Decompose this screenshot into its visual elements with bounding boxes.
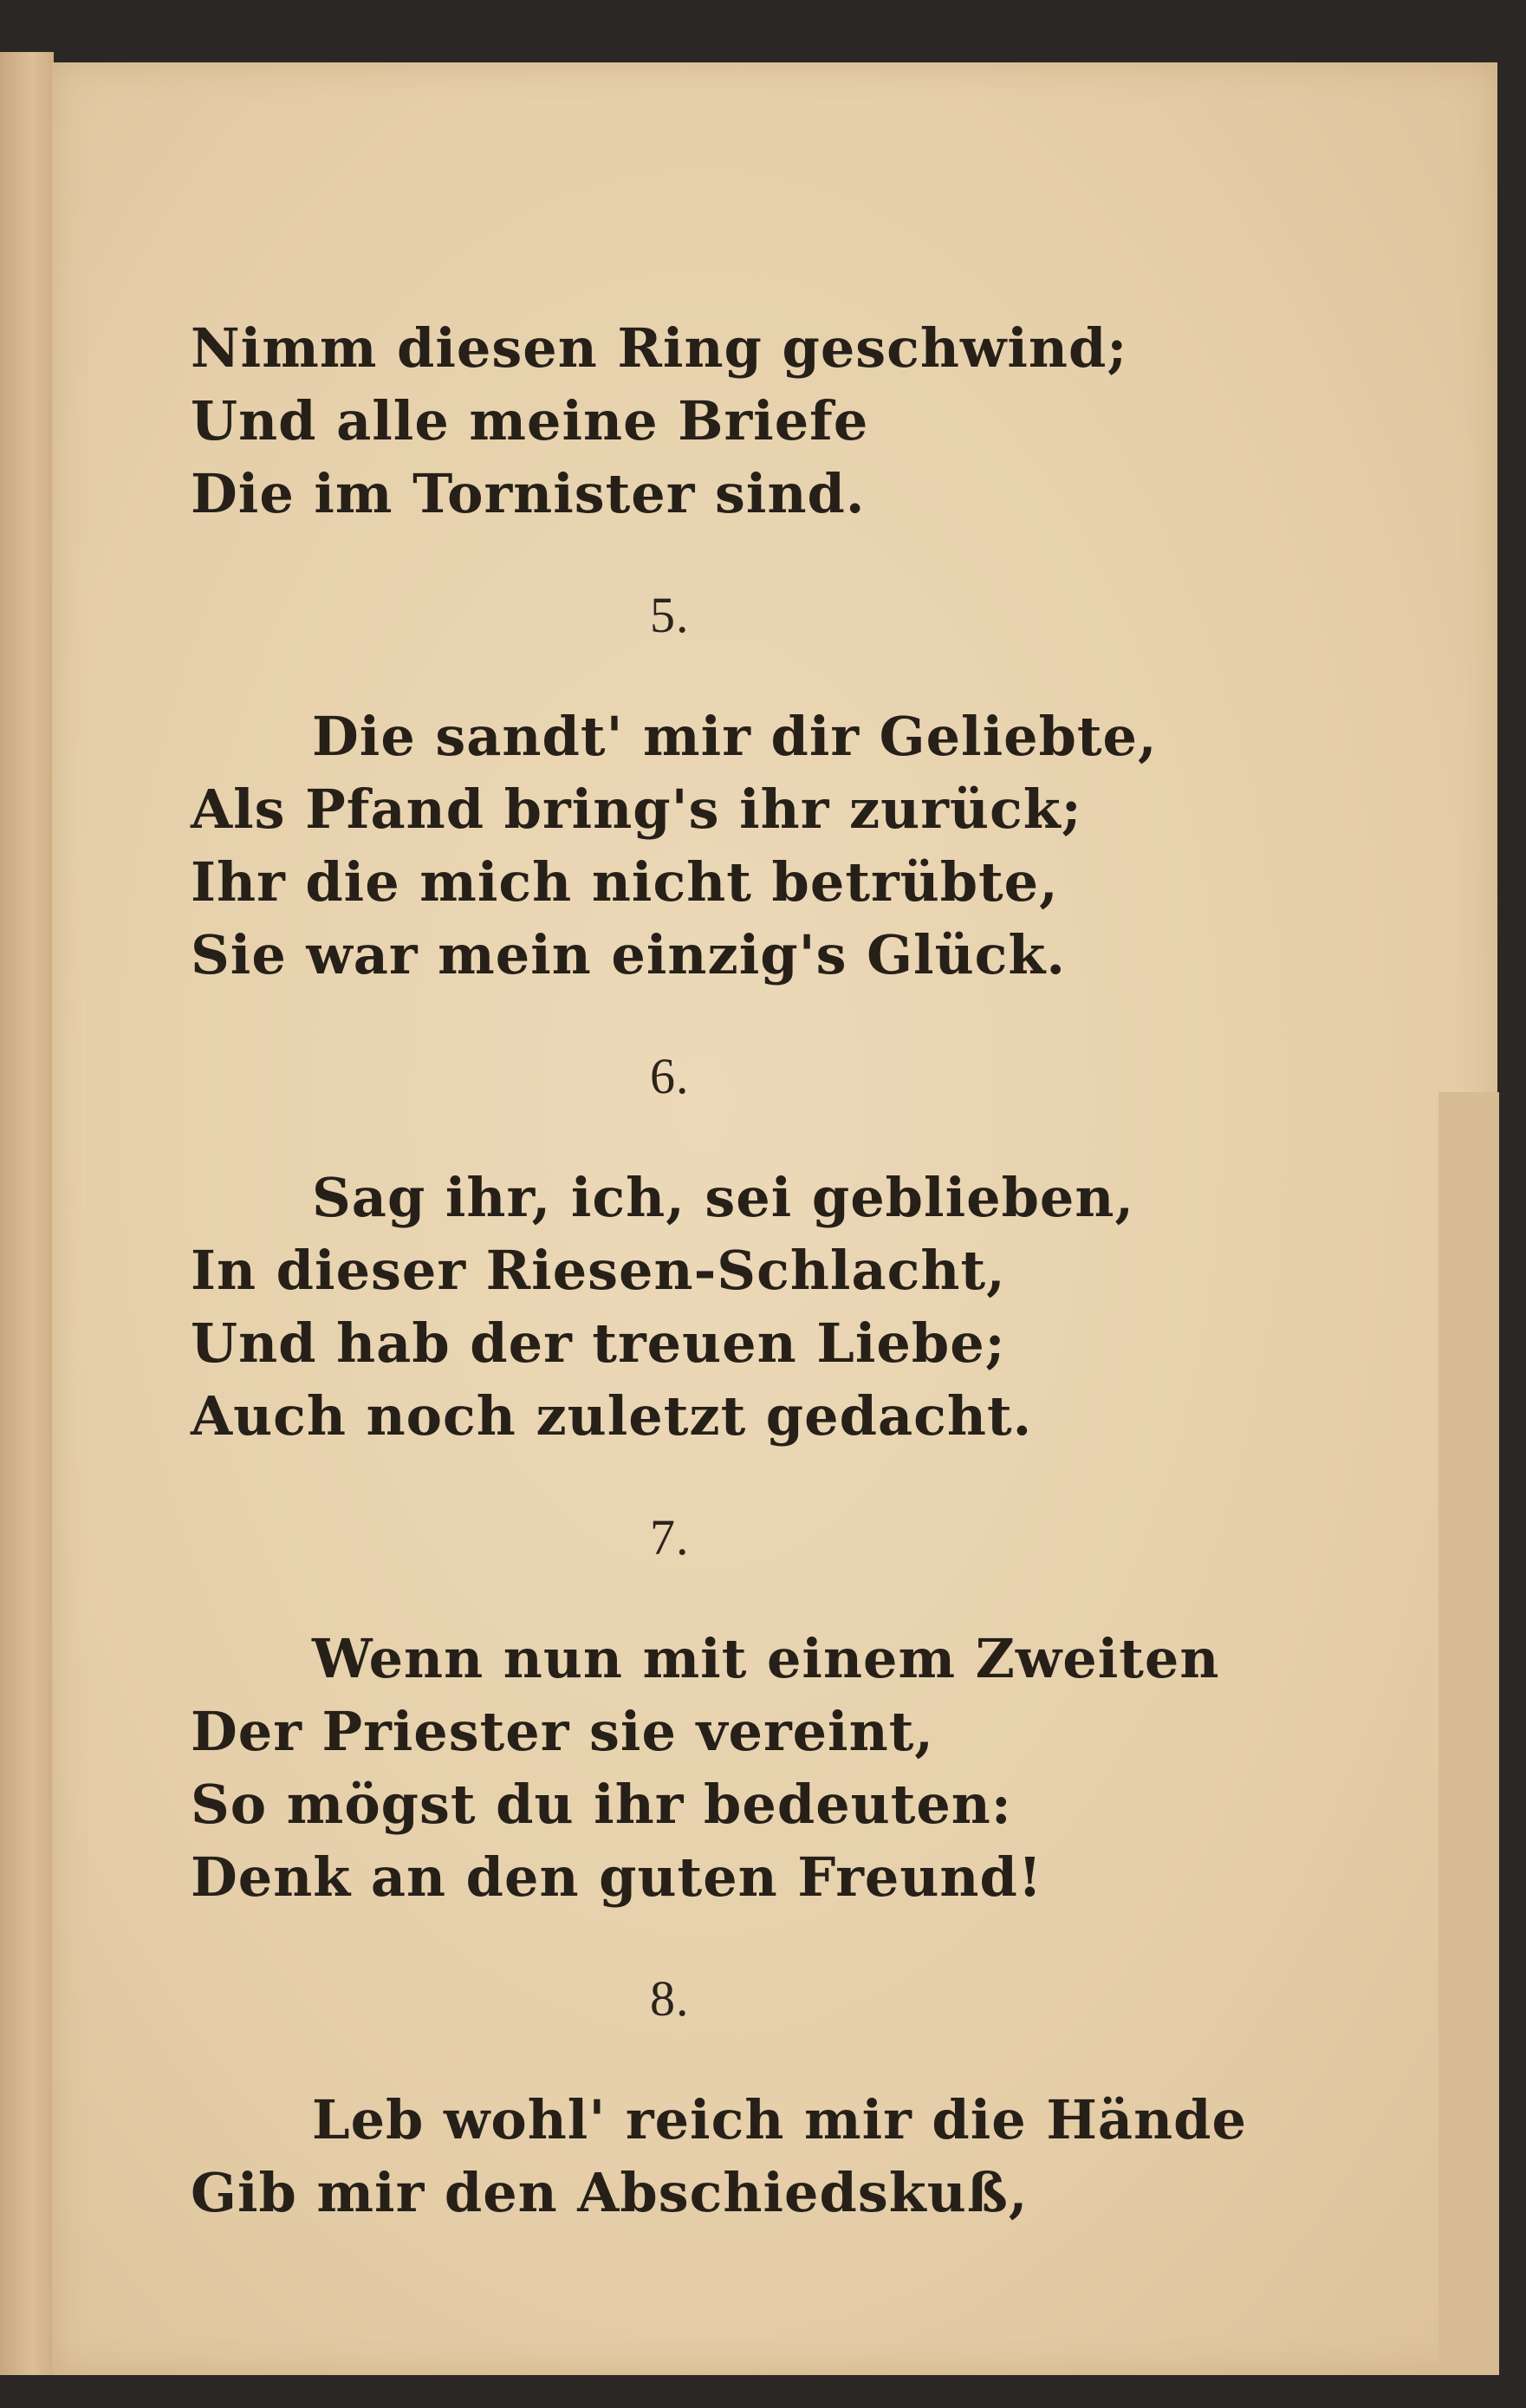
stanza-line: Die im Tornister sind. — [191, 462, 866, 525]
facing-page-edge — [0, 52, 54, 2375]
stanza-number: 5. — [650, 587, 690, 643]
stanza-line: Die sandt' mir dir Geliebte, — [312, 705, 1158, 768]
stanza-line: Als Pfand bring's ihr zurück; — [191, 778, 1082, 841]
stanza-line: Denk an den guten Freund! — [191, 1845, 1043, 1909]
stanza-6 — [191, 1162, 1386, 1453]
stanza-line: Sie war mein einzig's Glück. — [191, 923, 1066, 986]
stanza-line: Gib mir den Abschiedskuß, — [191, 2161, 1029, 2224]
stanza-5 — [191, 700, 1386, 992]
stanza-line: Nimm diesen Ring geschwind; — [191, 316, 1128, 380]
stanza-line: Der Priester sie vereint, — [191, 1700, 934, 1763]
page-edge — [1438, 1092, 1499, 2375]
stanza-line: Sag ihr, ich, sei geblieben, — [312, 1166, 1135, 1229]
stanza-line: In dieser Riesen-Schlacht, — [191, 1239, 1006, 1302]
stanza-8 — [191, 2084, 1386, 2229]
poem-text — [191, 312, 1386, 2229]
stanza-number: 6. — [650, 1048, 690, 1104]
stanza-line: Auch noch zuletzt gedacht. — [191, 1384, 1033, 1448]
stanza-number: 7. — [650, 1509, 690, 1565]
stanza-line: Und hab der treuen Liebe; — [191, 1311, 1006, 1375]
stanza-1 — [191, 312, 1386, 530]
stanza-line: Ihr die mich nicht betrübte, — [191, 850, 1059, 914]
stanza-line: So mögst du ihr bedeuten: — [191, 1773, 1012, 1836]
stanza-number: 8. — [650, 1970, 690, 2027]
stanza-7 — [191, 1623, 1386, 1914]
stanza-line: Und alle meine Briefe — [191, 389, 869, 452]
stanza-line: Leb wohl' reich mir die Hände — [312, 2088, 1247, 2151]
stanza-line: Wenn nun mit einem Zweiten — [312, 1627, 1220, 1690]
